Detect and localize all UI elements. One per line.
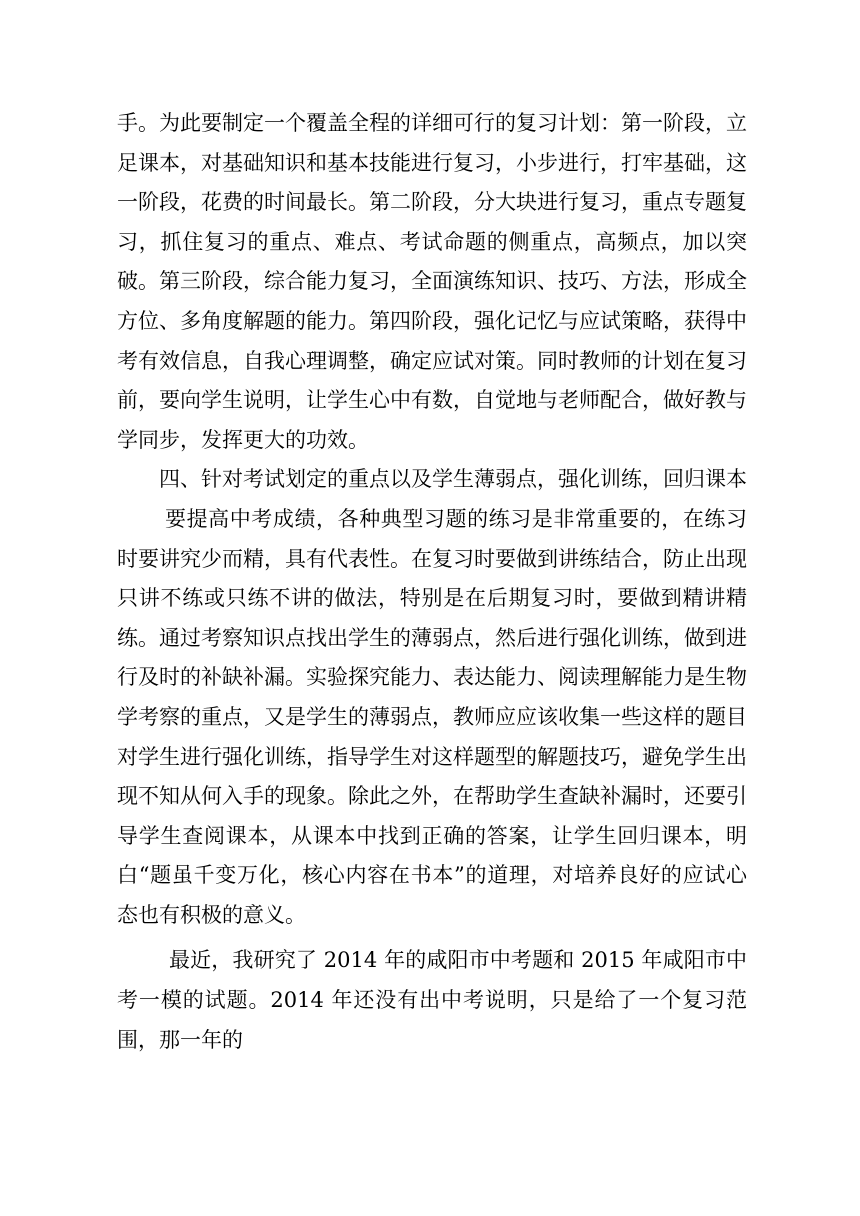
paragraph-intensive-training: 要提高中考成绩，各种典型习题的练习是非常重要的，在练习时要讲究少而精，具有代表性。在复习时要做到讲练结合，防止出现只讲不练或只练不讲的做法，特别是在后期复习时，要做到精讲精练。通过考察知识点找出学生的薄弱点，然后进行强化训练，做到进行及时的补缺补漏。实验探究能力、表达能力、阅读理解能力是生物学考察的重点，又是学生的薄弱点，教师应应该收集一些这样的题目对学生进行强化训练，指导学生对这样题型的解题技巧，避免学生出现不知从何入手的现象。除此之外，在帮助学生查缺补漏时，还要引导学生查阅课本，从课本中找到正确的答案，让学生回归课本，明白“题虽千变万化，核心内容在书本”的道理，对培养良好的应试心态也有积极的意义。 [117, 506, 747, 927]
document-body [117, 104, 747, 1060]
paragraph-exam-research: 最近，我研究了 2014 年的咸阳市中考题和 2015 年咸阳市中考一模的试题。2014 年还没有出中考说明，只是给了一个复习范围，那一年的 [117, 948, 747, 1052]
paragraph-review-plan: 手。为此要制定一个覆盖全程的详细可行的复习计划：第一阶段，立足课本，对基础知识和基本技能进行复习，小步进行，打牢基础，这一阶段，花费的时间最长。第二阶段，分大块进行复习，重点专题复习，抓住复习的重点、难点、考试命题的侧重点，高频点，加以突破。第三阶段，综合能力复习，全面演练知识、技巧、方法，形成全方位、多角度解题的能力。第四阶段，强化记忆与应试策略，获得中考有效信息，自我心理调整，确定应试对策。同时教师的计划在复习前，要向学生说明，让学生心中有数，自觉地与老师配合，做好教与学同步，发挥更大的功效。 [117, 111, 747, 452]
section-heading-four: 四、针对考试划定的重点以及学生薄弱点，强化训练，回归课本 [159, 467, 747, 492]
